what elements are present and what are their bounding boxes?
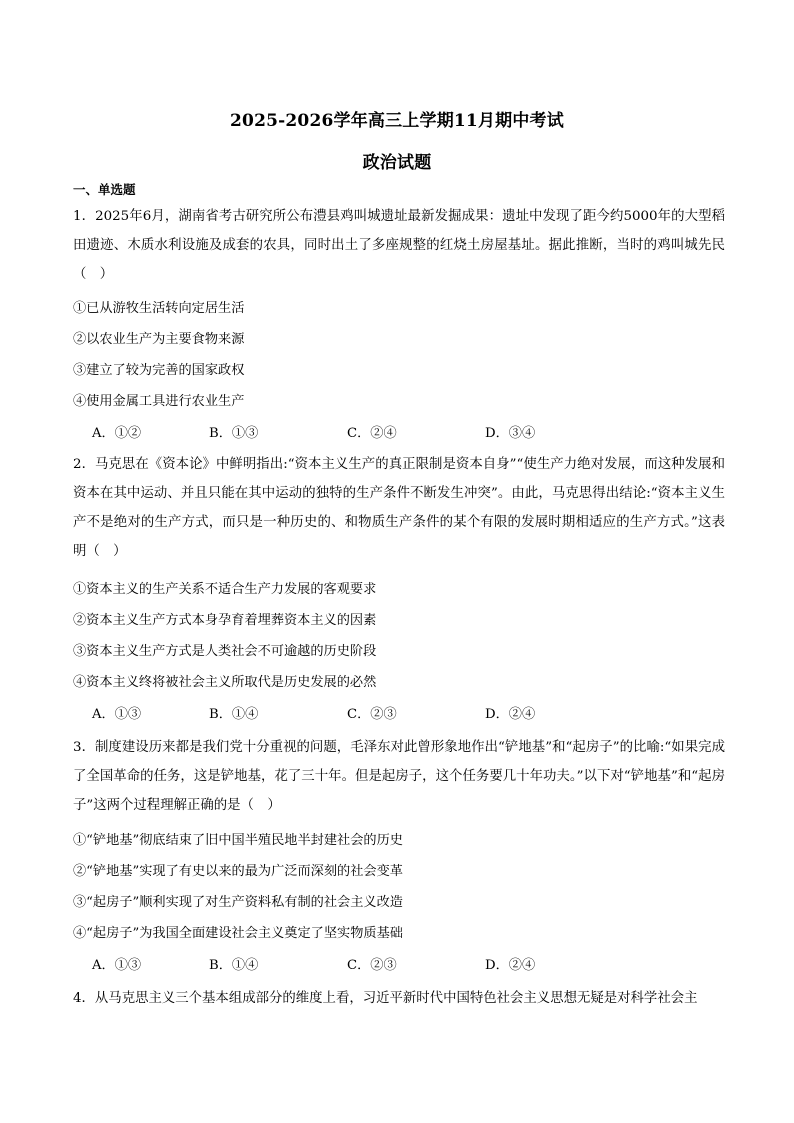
question-2-option-4: ④资本主义终将被社会主义所取代是历史发展的必然 — [73, 675, 377, 690]
question-4-stem: 4．从马克思主义三个基本组成部分的维度上看，习近平新时代中国特色社会主义思想无疑是对科学社会主 — [73, 991, 698, 1006]
question-2-choice-d[interactable]: D．②④ — [485, 707, 536, 722]
question-1-option-4: ④使用金属工具进行农业生产 — [73, 394, 245, 409]
question-3-option-3: ③“起房子”顺利实现了对生产资料私有制的社会主义改造 — [73, 895, 403, 910]
question-3-choice-c[interactable]: C．②③ — [347, 958, 397, 973]
question-3-option-2: ②“铲地基”实现了有史以来的最为广泛而深刻的社会变革 — [73, 864, 403, 879]
question-2-option-1: ①资本主义的生产关系不适合生产力发展的客观要求 — [73, 582, 377, 597]
question-3-stem: 3．制度建设历来都是我们党十分重视的问题，毛泽东对此曾形象地作出“铲地基”和“起房子”的比喻:“如果完成了全国革命的任务，这是铲地基，花了三十年。但是起房子，这个任务要几十年功夫。”以下对“铲地基”和“起房子”这两个过程理解正确的是（ ） — [73, 740, 725, 813]
question-1-option-3: ③建立了较为完善的国家政权 — [73, 363, 245, 378]
question-2-choice-b[interactable]: B．①④ — [209, 707, 259, 722]
question-1-option-1: ①已从游牧生活转向定居生活 — [73, 301, 245, 316]
question-3-option-4: ④“起房子”为我国全面建设社会主义奠定了坚实物质基础 — [73, 926, 403, 941]
section-heading: 一、单选题 — [73, 182, 136, 197]
question-2-choice-c[interactable]: C．②③ — [347, 707, 397, 722]
question-1-choice-a[interactable]: A．①② — [92, 426, 142, 441]
question-2-stem: 2．马克思在《资本论》中鲜明指出:“资本主义生产的真正限制是资本自身”“使生产力绝对发展，而这种发展和资本在其中运动、并且只能在其中运动的独特的生产条件不断发生冲突”。由此，马克思得出结论:“资本主义生产不是绝对的生产方式，而只是一种历史的、和物质生产条件的某个有限的发展时期相适应的生产方式。”这表明（ ） — [73, 457, 725, 559]
question-2-option-2: ②资本主义生产方式本身孕育着埋葬资本主义的因素 — [73, 613, 377, 628]
question-3-choice-a[interactable]: A．①③ — [92, 958, 142, 973]
question-1-stem: 1．2025年6月，湖南省考古研究所公布澧县鸡叫城遗址最新发掘成果：遗址中发现了距今约5000年的大型稻田遗迹、木质水利设施及成套的农具，同时出土了多座规整的红烧土房屋基址。据此推断，当时的鸡叫城先民（ ） — [73, 209, 725, 282]
question-2-option-3: ③资本主义生产方式是人类社会不可逾越的历史阶段 — [73, 644, 377, 659]
question-3-option-1: ①“铲地基”彻底结束了旧中国半殖民地半封建社会的历史 — [73, 833, 403, 848]
question-1-choice-c[interactable]: C．②④ — [347, 426, 397, 441]
question-3-choice-d[interactable]: D．②④ — [485, 958, 536, 973]
question-2-choice-a[interactable]: A．①③ — [92, 707, 142, 722]
question-3-choice-b[interactable]: B．①④ — [209, 958, 259, 973]
exam-subtitle: 政治试题 — [362, 153, 432, 173]
exam-title: 2025-2026学年高三上学期11月期中考试 — [230, 111, 564, 131]
question-1-choice-d[interactable]: D．③④ — [485, 426, 536, 441]
question-1-option-2: ②以农业生产为主要食物来源 — [73, 332, 245, 347]
question-1-choice-b[interactable]: B．①③ — [209, 426, 259, 441]
